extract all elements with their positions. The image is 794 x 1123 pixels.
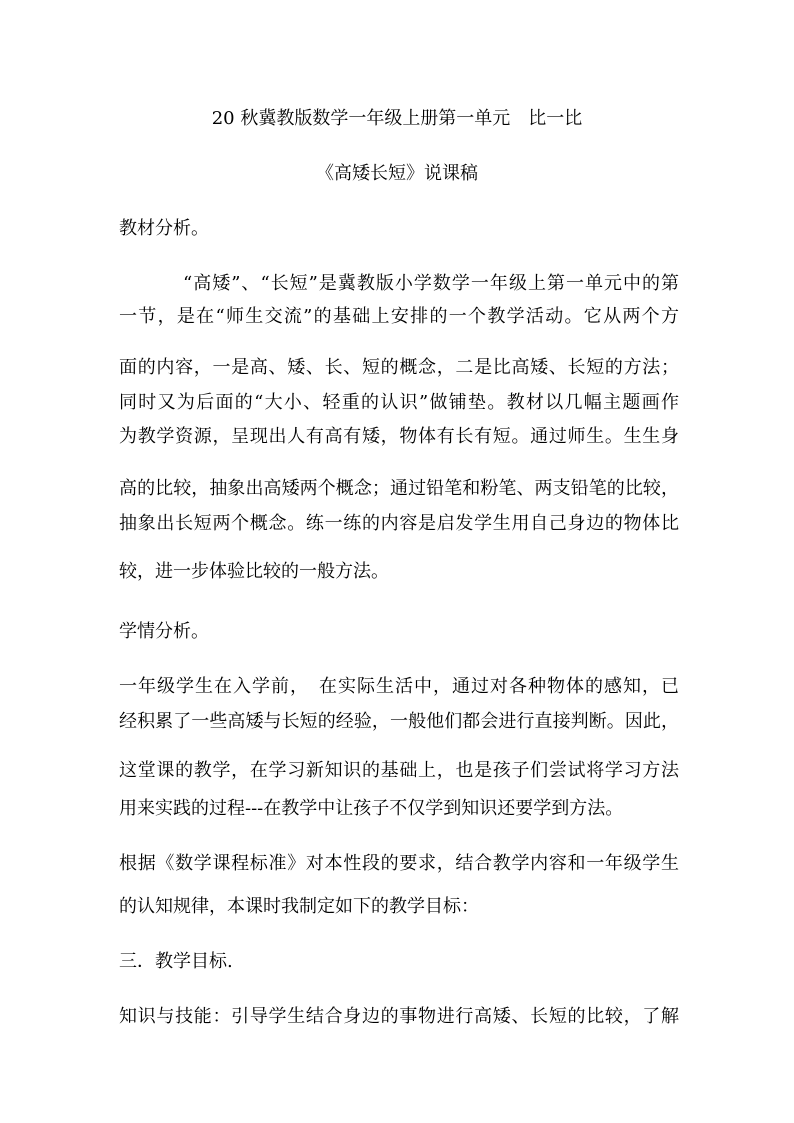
- paragraph-line: “高矮”、“长短”是冀教版小学数学一年级上第一单元中的第: [183, 273, 679, 294]
- paragraph-line: 面的内容，一是高、矮、长、短的概念，二是比高矮、长短的方法；: [119, 357, 679, 378]
- section-heading-teaching-objectives: 三．教学目标.: [119, 951, 233, 972]
- paragraph-line: 这堂课的教学，在学习新知识的基础上，也是孩子们尝试将学习方法: [119, 760, 679, 781]
- paragraph-line: 抽象出长短两个概念。练一练的内容是启发学生用自己身边的物体比: [119, 513, 679, 534]
- paragraph-line: 一节，是在“师生交流”的基础上安排的一个教学活动。它从两个方: [119, 306, 679, 327]
- section-heading-student-analysis: 学情分析。: [119, 621, 209, 642]
- paragraph-line: 经积累了一些高矮与长短的经验，一般他们都会进行直接判断。因此，: [119, 711, 679, 732]
- paragraph-line: 为教学资源，呈现出人有高有矮，物体有长有短。通过师生。生生身: [119, 426, 679, 447]
- paragraph-line: 知识与技能：引导学生结合身边的事物进行高矮、长短的比较，了解: [119, 1006, 679, 1027]
- paragraph-line: 的认知规律，本课时我制定如下的教学目标：: [119, 896, 479, 917]
- paragraph-line: 用来实践的过程---在教学中让孩子不仅学到知识还要学到方法。: [119, 798, 624, 819]
- document-title: 20 秋冀教版数学一年级上册第一单元 比一比: [211, 108, 583, 129]
- paragraph-line: 高的比较，抽象出高矮两个概念；通过铅笔和粉笔、两支铅笔的比较，: [119, 478, 679, 499]
- paragraph-line: 同时又为后面的“大小、轻重的认识”做铺垫。教材以几幅主题画作: [119, 392, 679, 413]
- paragraph-line: 较，进一步体验比较的一般方法。: [119, 561, 389, 582]
- document-subtitle: 《高矮长短》说课稿: [316, 163, 478, 184]
- paragraph-line: 一年级学生在入学前， 在实际生活中，通过对各种物体的感知，已: [119, 676, 679, 697]
- paragraph-line: 根据《数学课程标准》对本性段的要求，结合教学内容和一年级学生: [119, 853, 679, 874]
- section-heading-material-analysis: 教材分析。: [119, 218, 209, 239]
